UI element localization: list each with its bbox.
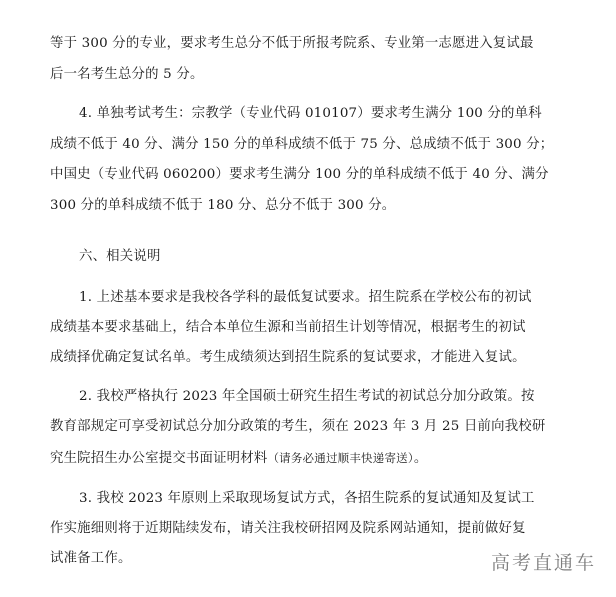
paragraph-line: 300 分的单科成绩不低于 180 分、总分不低于 300 分。 [50,198,396,213]
paragraph-line: 1. 上述基本要求是我校各学科的最低复试要求。招生院系在学校公布的初试 [79,290,532,305]
paragraph-line: 成绩择优确定复试名单。考生成绩须达到招生院系的复试要求，才能进入复试。 [50,350,526,365]
paragraph-line: 试准备工作。 [50,551,132,566]
paragraph-line: 中国史（专业代码 060200）要求考生满分 100 分的单科成绩不低于 40 分、满分 [50,167,549,182]
paragraph-line: 后一名考生总分的 5 分。 [50,67,204,82]
line-text: 究生院招生办公室提交书面证明材料 [50,451,268,466]
line-note: （请务必通过顺丰快递寄送） [267,451,414,465]
line-end: 。 [413,451,428,466]
paragraph-line: 成绩不低于 40 分、满分 150 分的单科成绩不低于 75 分、总成绩不低于 300 分； [50,137,554,152]
paragraph-line: 3. 我校 2023 年原则上采取现场复试方式，各招生院系的复试通知及复试工 [79,491,535,506]
watermark-text: 高考直通车 [490,552,596,574]
paragraph-line: 2. 我校严格执行 2023 年全国硕士研究生招生考试的初试总分加分政策。按 [79,389,535,404]
section-heading: 六、相关说明 [79,249,161,264]
paragraph-line: 4. 单独考试考生：宗教学（专业代码 010107）要求考生满分 100 分的单科 [79,106,542,121]
paragraph-line [50,448,590,469]
paragraph-line: 教育部规定可享受初试总分加分政策的考生，须在 2023 年 3 月 25 日前向我校研 [50,419,546,434]
paragraph-line: 等于 300 分的专业，要求考生总分不低于所报考院系、专业第一志愿进入复试最 [50,36,534,51]
paragraph-line: 作实施细则将于近期陆续发布，请关注我校研招网及院系网站通知，提前做好复 [50,521,526,536]
paragraph-line: 成绩基本要求基础上，结合本单位生源和当前招生计划等情况，根据考生的初试 [50,320,526,335]
